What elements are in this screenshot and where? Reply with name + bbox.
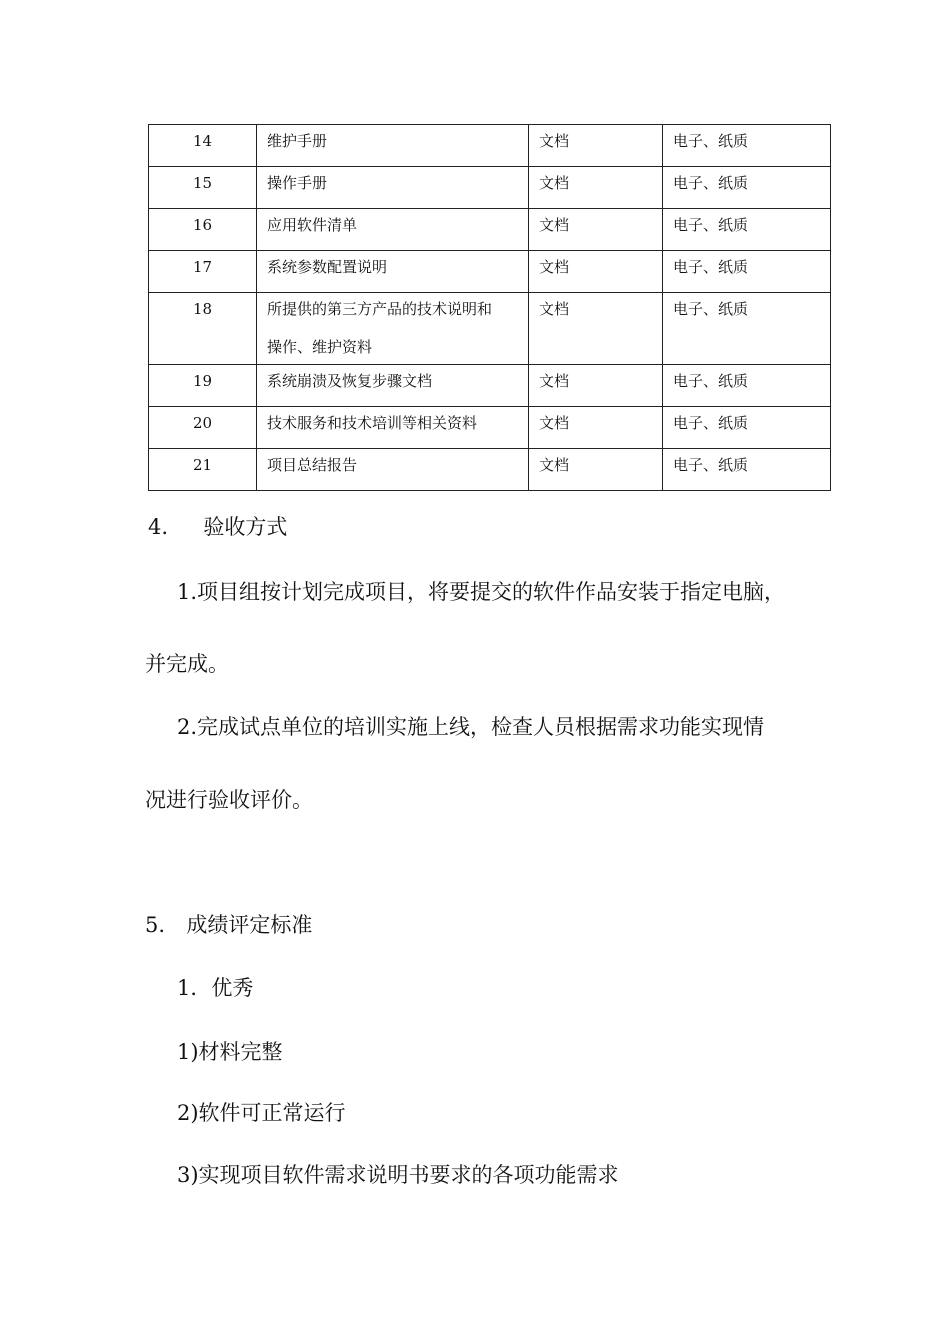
deliverable-form: 电子、纸质: [663, 449, 831, 491]
deliverable-name: 技术服务和技术培训等相关资料: [257, 407, 529, 449]
row-number: 17: [149, 251, 257, 293]
deliverable-type: 文档: [529, 251, 663, 293]
row-number: 18: [149, 293, 257, 365]
table-row: [149, 365, 831, 407]
deliverable-form: 电子、纸质: [663, 407, 831, 449]
row-number: 14: [149, 125, 257, 167]
deliverable-form: 电子、纸质: [663, 293, 831, 365]
table-row: [149, 125, 831, 167]
section-number: 4.: [148, 515, 169, 539]
deliverable-type: 文档: [529, 125, 663, 167]
row-number: 21: [149, 449, 257, 491]
acceptance-paragraph-1-line-2: 并完成。: [145, 652, 229, 676]
section-5-heading: [145, 912, 312, 938]
section-title: 成绩评定标准: [186, 913, 313, 937]
deliverable-name: 应用软件清单: [257, 209, 529, 251]
deliverable-type: 文档: [529, 293, 663, 365]
row-number: 15: [149, 167, 257, 209]
row-number: 20: [149, 407, 257, 449]
row-number: 16: [149, 209, 257, 251]
grade-level-excellent: 1．优秀: [177, 976, 254, 1000]
criteria-item: 1)材料完整: [177, 1040, 283, 1064]
deliverable-form: 电子、纸质: [663, 251, 831, 293]
table-row: [149, 167, 831, 209]
deliverable-form: 电子、纸质: [663, 125, 831, 167]
acceptance-paragraph-2-line-1: 2.完成试点单位的培训实施上线，检查人员根据需求功能实现情: [177, 715, 765, 739]
criteria-item: 3)实现项目软件需求说明书要求的各项功能需求: [177, 1163, 619, 1187]
table-row: [149, 407, 831, 449]
deliverable-name: 系统崩溃及恢复步骤文档: [257, 365, 529, 407]
table-row: [149, 251, 831, 293]
deliverable-type: 文档: [529, 209, 663, 251]
deliverable-type: 文档: [529, 167, 663, 209]
table-row: [149, 449, 831, 491]
deliverable-name: 维护手册: [257, 125, 529, 167]
row-number: 19: [149, 365, 257, 407]
table-row: [149, 209, 831, 251]
deliverable-form: 电子、纸质: [663, 167, 831, 209]
criteria-item: 2)软件可正常运行: [177, 1101, 346, 1125]
deliverable-form: 电子、纸质: [663, 365, 831, 407]
deliverable-name: 所提供的第三方产品的技术说明和 操作、维护资料: [257, 293, 529, 365]
deliverable-form: 电子、纸质: [663, 209, 831, 251]
deliverable-name: 操作手册: [257, 167, 529, 209]
table-row: [149, 293, 831, 365]
acceptance-paragraph-2-line-2: 况进行验收评价。: [145, 788, 313, 812]
section-title: 验收方式: [203, 515, 288, 539]
section-4-heading: [148, 514, 287, 540]
acceptance-paragraph-1-line-1: 1.项目组按计划完成项目，将要提交的软件作品安装于指定电脑，: [177, 580, 786, 604]
deliverable-type: 文档: [529, 407, 663, 449]
deliverable-name: 系统参数配置说明: [257, 251, 529, 293]
deliverables-table: [148, 124, 831, 491]
section-number: 5.: [145, 913, 166, 937]
deliverable-type: 文档: [529, 365, 663, 407]
deliverable-type: 文档: [529, 449, 663, 491]
deliverable-name: 项目总结报告: [257, 449, 529, 491]
